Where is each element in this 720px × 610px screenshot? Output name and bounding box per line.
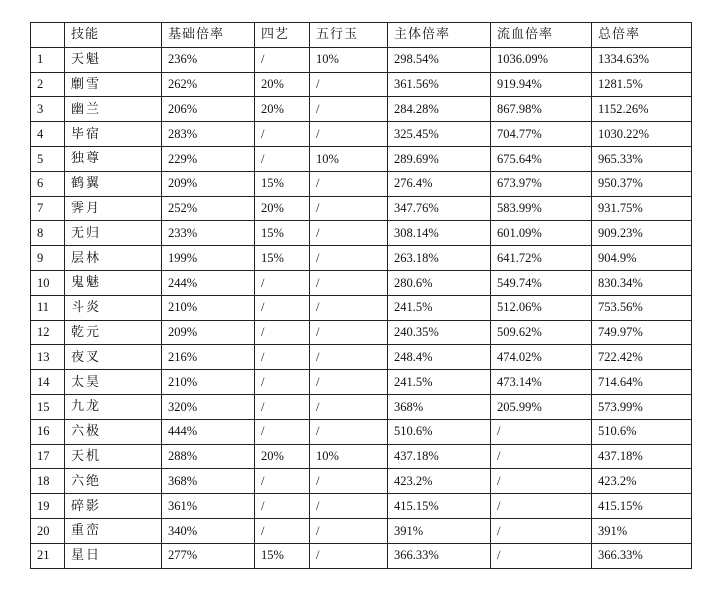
five-elements-jade-cell: / xyxy=(310,419,388,444)
bleed-rate-cell: / xyxy=(491,543,592,568)
four-arts-cell: 15% xyxy=(255,221,310,246)
bleed-rate-cell: 641.72% xyxy=(491,246,592,271)
bleed-rate-cell: 675.64% xyxy=(491,146,592,171)
four-arts-cell: / xyxy=(255,345,310,370)
skill-name-cell: 独尊 xyxy=(65,146,162,171)
bleed-rate-cell: 1036.09% xyxy=(491,47,592,72)
table-row xyxy=(31,370,692,395)
main-rate-cell: 423.2% xyxy=(388,469,491,494)
skill-name-cell: 重峦 xyxy=(65,518,162,543)
table-row xyxy=(31,246,692,271)
table-row xyxy=(31,171,692,196)
main-rate-cell: 391% xyxy=(388,518,491,543)
table-row xyxy=(31,221,692,246)
total-rate-cell: 391% xyxy=(592,518,692,543)
total-rate-cell: 1281.5% xyxy=(592,72,692,97)
row-index-cell: 4 xyxy=(31,122,65,147)
bleed-rate-cell: 601.09% xyxy=(491,221,592,246)
row-index-cell: 13 xyxy=(31,345,65,370)
total-rate-cell: 714.64% xyxy=(592,370,692,395)
skill-name-cell: 夜叉 xyxy=(65,345,162,370)
total-rate-cell: 830.34% xyxy=(592,270,692,295)
base-rate-cell: 444% xyxy=(162,419,255,444)
four-arts-cell: 20% xyxy=(255,196,310,221)
base-rate-cell: 216% xyxy=(162,345,255,370)
bleed-rate-cell: 205.99% xyxy=(491,394,592,419)
table-row xyxy=(31,270,692,295)
main-rate-cell: 366.33% xyxy=(388,543,491,568)
bleed-rate-cell: 673.97% xyxy=(491,171,592,196)
skill-name-cell: 鬼魅 xyxy=(65,270,162,295)
total-rate-cell: 1030.22% xyxy=(592,122,692,147)
total-rate-cell: 437.18% xyxy=(592,444,692,469)
skill-name-cell: 幽兰 xyxy=(65,97,162,122)
table-row xyxy=(31,72,692,97)
header-four-arts: 四艺 xyxy=(255,23,310,48)
main-rate-cell: 325.45% xyxy=(388,122,491,147)
main-rate-cell: 347.76% xyxy=(388,196,491,221)
row-index-cell: 9 xyxy=(31,246,65,271)
bleed-rate-cell: / xyxy=(491,494,592,519)
skill-name-cell: 霁月 xyxy=(65,196,162,221)
skill-name-cell: 层林 xyxy=(65,246,162,271)
five-elements-jade-cell: 10% xyxy=(310,146,388,171)
base-rate-cell: 340% xyxy=(162,518,255,543)
header-total-rate: 总倍率 xyxy=(592,23,692,48)
total-rate-cell: 423.2% xyxy=(592,469,692,494)
total-rate-cell: 573.99% xyxy=(592,394,692,419)
bleed-rate-cell: / xyxy=(491,444,592,469)
base-rate-cell: 320% xyxy=(162,394,255,419)
total-rate-cell: 722.42% xyxy=(592,345,692,370)
four-arts-cell: / xyxy=(255,146,310,171)
main-rate-cell: 298.54% xyxy=(388,47,491,72)
four-arts-cell: / xyxy=(255,270,310,295)
row-index-cell: 14 xyxy=(31,370,65,395)
bleed-rate-cell: 704.77% xyxy=(491,122,592,147)
base-rate-cell: 252% xyxy=(162,196,255,221)
row-index-cell: 10 xyxy=(31,270,65,295)
main-rate-cell: 248.4% xyxy=(388,345,491,370)
base-rate-cell: 210% xyxy=(162,370,255,395)
bleed-rate-cell: 867.98% xyxy=(491,97,592,122)
total-rate-cell: 366.33% xyxy=(592,543,692,568)
five-elements-jade-cell: 10% xyxy=(310,444,388,469)
base-rate-cell: 236% xyxy=(162,47,255,72)
row-index-cell: 7 xyxy=(31,196,65,221)
row-index-cell: 2 xyxy=(31,72,65,97)
base-rate-cell: 262% xyxy=(162,72,255,97)
four-arts-cell: / xyxy=(255,122,310,147)
skill-name-cell: 太昊 xyxy=(65,370,162,395)
four-arts-cell: 15% xyxy=(255,543,310,568)
row-index-cell: 21 xyxy=(31,543,65,568)
four-arts-cell: / xyxy=(255,394,310,419)
total-rate-cell: 950.37% xyxy=(592,171,692,196)
row-index-cell: 3 xyxy=(31,97,65,122)
five-elements-jade-cell: / xyxy=(310,171,388,196)
table-row xyxy=(31,494,692,519)
four-arts-cell: / xyxy=(255,419,310,444)
table-row xyxy=(31,47,692,72)
row-index-cell: 8 xyxy=(31,221,65,246)
base-rate-cell: 244% xyxy=(162,270,255,295)
row-index-cell: 16 xyxy=(31,419,65,444)
main-rate-cell: 308.14% xyxy=(388,221,491,246)
main-rate-cell: 276.4% xyxy=(388,171,491,196)
header-base-rate: 基础倍率 xyxy=(162,23,255,48)
table-row xyxy=(31,518,692,543)
skill-name-cell: 六绝 xyxy=(65,469,162,494)
skill-name-cell: 天魁 xyxy=(65,47,162,72)
five-elements-jade-cell: / xyxy=(310,394,388,419)
five-elements-jade-cell: / xyxy=(310,320,388,345)
table-row xyxy=(31,419,692,444)
table-row xyxy=(31,320,692,345)
total-rate-cell: 1152.26% xyxy=(592,97,692,122)
skill-name-cell: 鹤翼 xyxy=(65,171,162,196)
four-arts-cell: / xyxy=(255,320,310,345)
skill-name-cell: 碎影 xyxy=(65,494,162,519)
bleed-rate-cell: 512.06% xyxy=(491,295,592,320)
four-arts-cell: / xyxy=(255,518,310,543)
four-arts-cell: 20% xyxy=(255,72,310,97)
base-rate-cell: 277% xyxy=(162,543,255,568)
total-rate-cell: 909.23% xyxy=(592,221,692,246)
main-rate-cell: 240.35% xyxy=(388,320,491,345)
four-arts-cell: 15% xyxy=(255,171,310,196)
total-rate-cell: 965.33% xyxy=(592,146,692,171)
five-elements-jade-cell: / xyxy=(310,270,388,295)
base-rate-cell: 209% xyxy=(162,171,255,196)
bleed-rate-cell: 509.62% xyxy=(491,320,592,345)
bleed-rate-cell: / xyxy=(491,419,592,444)
row-index-cell: 17 xyxy=(31,444,65,469)
base-rate-cell: 209% xyxy=(162,320,255,345)
table-row xyxy=(31,97,692,122)
table-header-row xyxy=(31,23,692,48)
five-elements-jade-cell: / xyxy=(310,518,388,543)
total-rate-cell: 510.6% xyxy=(592,419,692,444)
skill-name-cell: 无归 xyxy=(65,221,162,246)
row-index-cell: 11 xyxy=(31,295,65,320)
main-rate-cell: 437.18% xyxy=(388,444,491,469)
main-rate-cell: 284.28% xyxy=(388,97,491,122)
row-index-cell: 5 xyxy=(31,146,65,171)
row-index-cell: 1 xyxy=(31,47,65,72)
row-index-cell: 15 xyxy=(31,394,65,419)
table-row xyxy=(31,122,692,147)
five-elements-jade-cell: / xyxy=(310,122,388,147)
total-rate-cell: 753.56% xyxy=(592,295,692,320)
bleed-rate-cell: 474.02% xyxy=(491,345,592,370)
five-elements-jade-cell: / xyxy=(310,246,388,271)
table-row xyxy=(31,543,692,568)
five-elements-jade-cell: / xyxy=(310,469,388,494)
header-index xyxy=(31,23,65,48)
skill-name-cell: 乾元 xyxy=(65,320,162,345)
five-elements-jade-cell: / xyxy=(310,221,388,246)
main-rate-cell: 241.5% xyxy=(388,295,491,320)
skill-name-cell: 六极 xyxy=(65,419,162,444)
five-elements-jade-cell: / xyxy=(310,345,388,370)
bleed-rate-cell: 473.14% xyxy=(491,370,592,395)
table-row xyxy=(31,469,692,494)
total-rate-cell: 904.9% xyxy=(592,246,692,271)
header-bleed-rate: 流血倍率 xyxy=(491,23,592,48)
row-index-cell: 6 xyxy=(31,171,65,196)
main-rate-cell: 415.15% xyxy=(388,494,491,519)
four-arts-cell: / xyxy=(255,494,310,519)
main-rate-cell: 368% xyxy=(388,394,491,419)
base-rate-cell: 210% xyxy=(162,295,255,320)
four-arts-cell: / xyxy=(255,295,310,320)
main-rate-cell: 241.5% xyxy=(388,370,491,395)
four-arts-cell: / xyxy=(255,469,310,494)
bleed-rate-cell: 919.94% xyxy=(491,72,592,97)
row-index-cell: 19 xyxy=(31,494,65,519)
bleed-rate-cell: 549.74% xyxy=(491,270,592,295)
four-arts-cell: 20% xyxy=(255,444,310,469)
five-elements-jade-cell: / xyxy=(310,543,388,568)
four-arts-cell: 15% xyxy=(255,246,310,271)
skill-name-cell: 天机 xyxy=(65,444,162,469)
five-elements-jade-cell: / xyxy=(310,494,388,519)
main-rate-cell: 510.6% xyxy=(388,419,491,444)
five-elements-jade-cell: / xyxy=(310,72,388,97)
table-row xyxy=(31,196,692,221)
total-rate-cell: 931.75% xyxy=(592,196,692,221)
header-five-elements-jade: 五行玉 xyxy=(310,23,388,48)
table-body xyxy=(31,47,692,568)
header-main-rate: 主体倍率 xyxy=(388,23,491,48)
bleed-rate-cell: / xyxy=(491,518,592,543)
total-rate-cell: 415.15% xyxy=(592,494,692,519)
four-arts-cell: / xyxy=(255,47,310,72)
base-rate-cell: 199% xyxy=(162,246,255,271)
base-rate-cell: 283% xyxy=(162,122,255,147)
bleed-rate-cell: 583.99% xyxy=(491,196,592,221)
five-elements-jade-cell: / xyxy=(310,295,388,320)
main-rate-cell: 361.56% xyxy=(388,72,491,97)
main-rate-cell: 289.69% xyxy=(388,146,491,171)
total-rate-cell: 749.97% xyxy=(592,320,692,345)
base-rate-cell: 206% xyxy=(162,97,255,122)
base-rate-cell: 233% xyxy=(162,221,255,246)
row-index-cell: 12 xyxy=(31,320,65,345)
four-arts-cell: / xyxy=(255,370,310,395)
row-index-cell: 18 xyxy=(31,469,65,494)
skill-name-cell: 九龙 xyxy=(65,394,162,419)
skill-name-cell: 毕宿 xyxy=(65,122,162,147)
table-row xyxy=(31,394,692,419)
five-elements-jade-cell: / xyxy=(310,196,388,221)
main-rate-cell: 263.18% xyxy=(388,246,491,271)
five-elements-jade-cell: 10% xyxy=(310,47,388,72)
row-index-cell: 20 xyxy=(31,518,65,543)
main-rate-cell: 280.6% xyxy=(388,270,491,295)
base-rate-cell: 368% xyxy=(162,469,255,494)
skill-name-cell: 斗炎 xyxy=(65,295,162,320)
base-rate-cell: 288% xyxy=(162,444,255,469)
table-row xyxy=(31,444,692,469)
base-rate-cell: 229% xyxy=(162,146,255,171)
table-row xyxy=(31,295,692,320)
bleed-rate-cell: / xyxy=(491,469,592,494)
five-elements-jade-cell: / xyxy=(310,97,388,122)
base-rate-cell: 361% xyxy=(162,494,255,519)
four-arts-cell: 20% xyxy=(255,97,310,122)
table-row xyxy=(31,146,692,171)
five-elements-jade-cell: / xyxy=(310,370,388,395)
header-skill: 技能 xyxy=(65,23,162,48)
skill-name-cell: 劘雪 xyxy=(65,72,162,97)
skill-name-cell: 星日 xyxy=(65,543,162,568)
total-rate-cell: 1334.63% xyxy=(592,47,692,72)
skill-multiplier-table xyxy=(30,22,692,569)
table-row xyxy=(31,345,692,370)
